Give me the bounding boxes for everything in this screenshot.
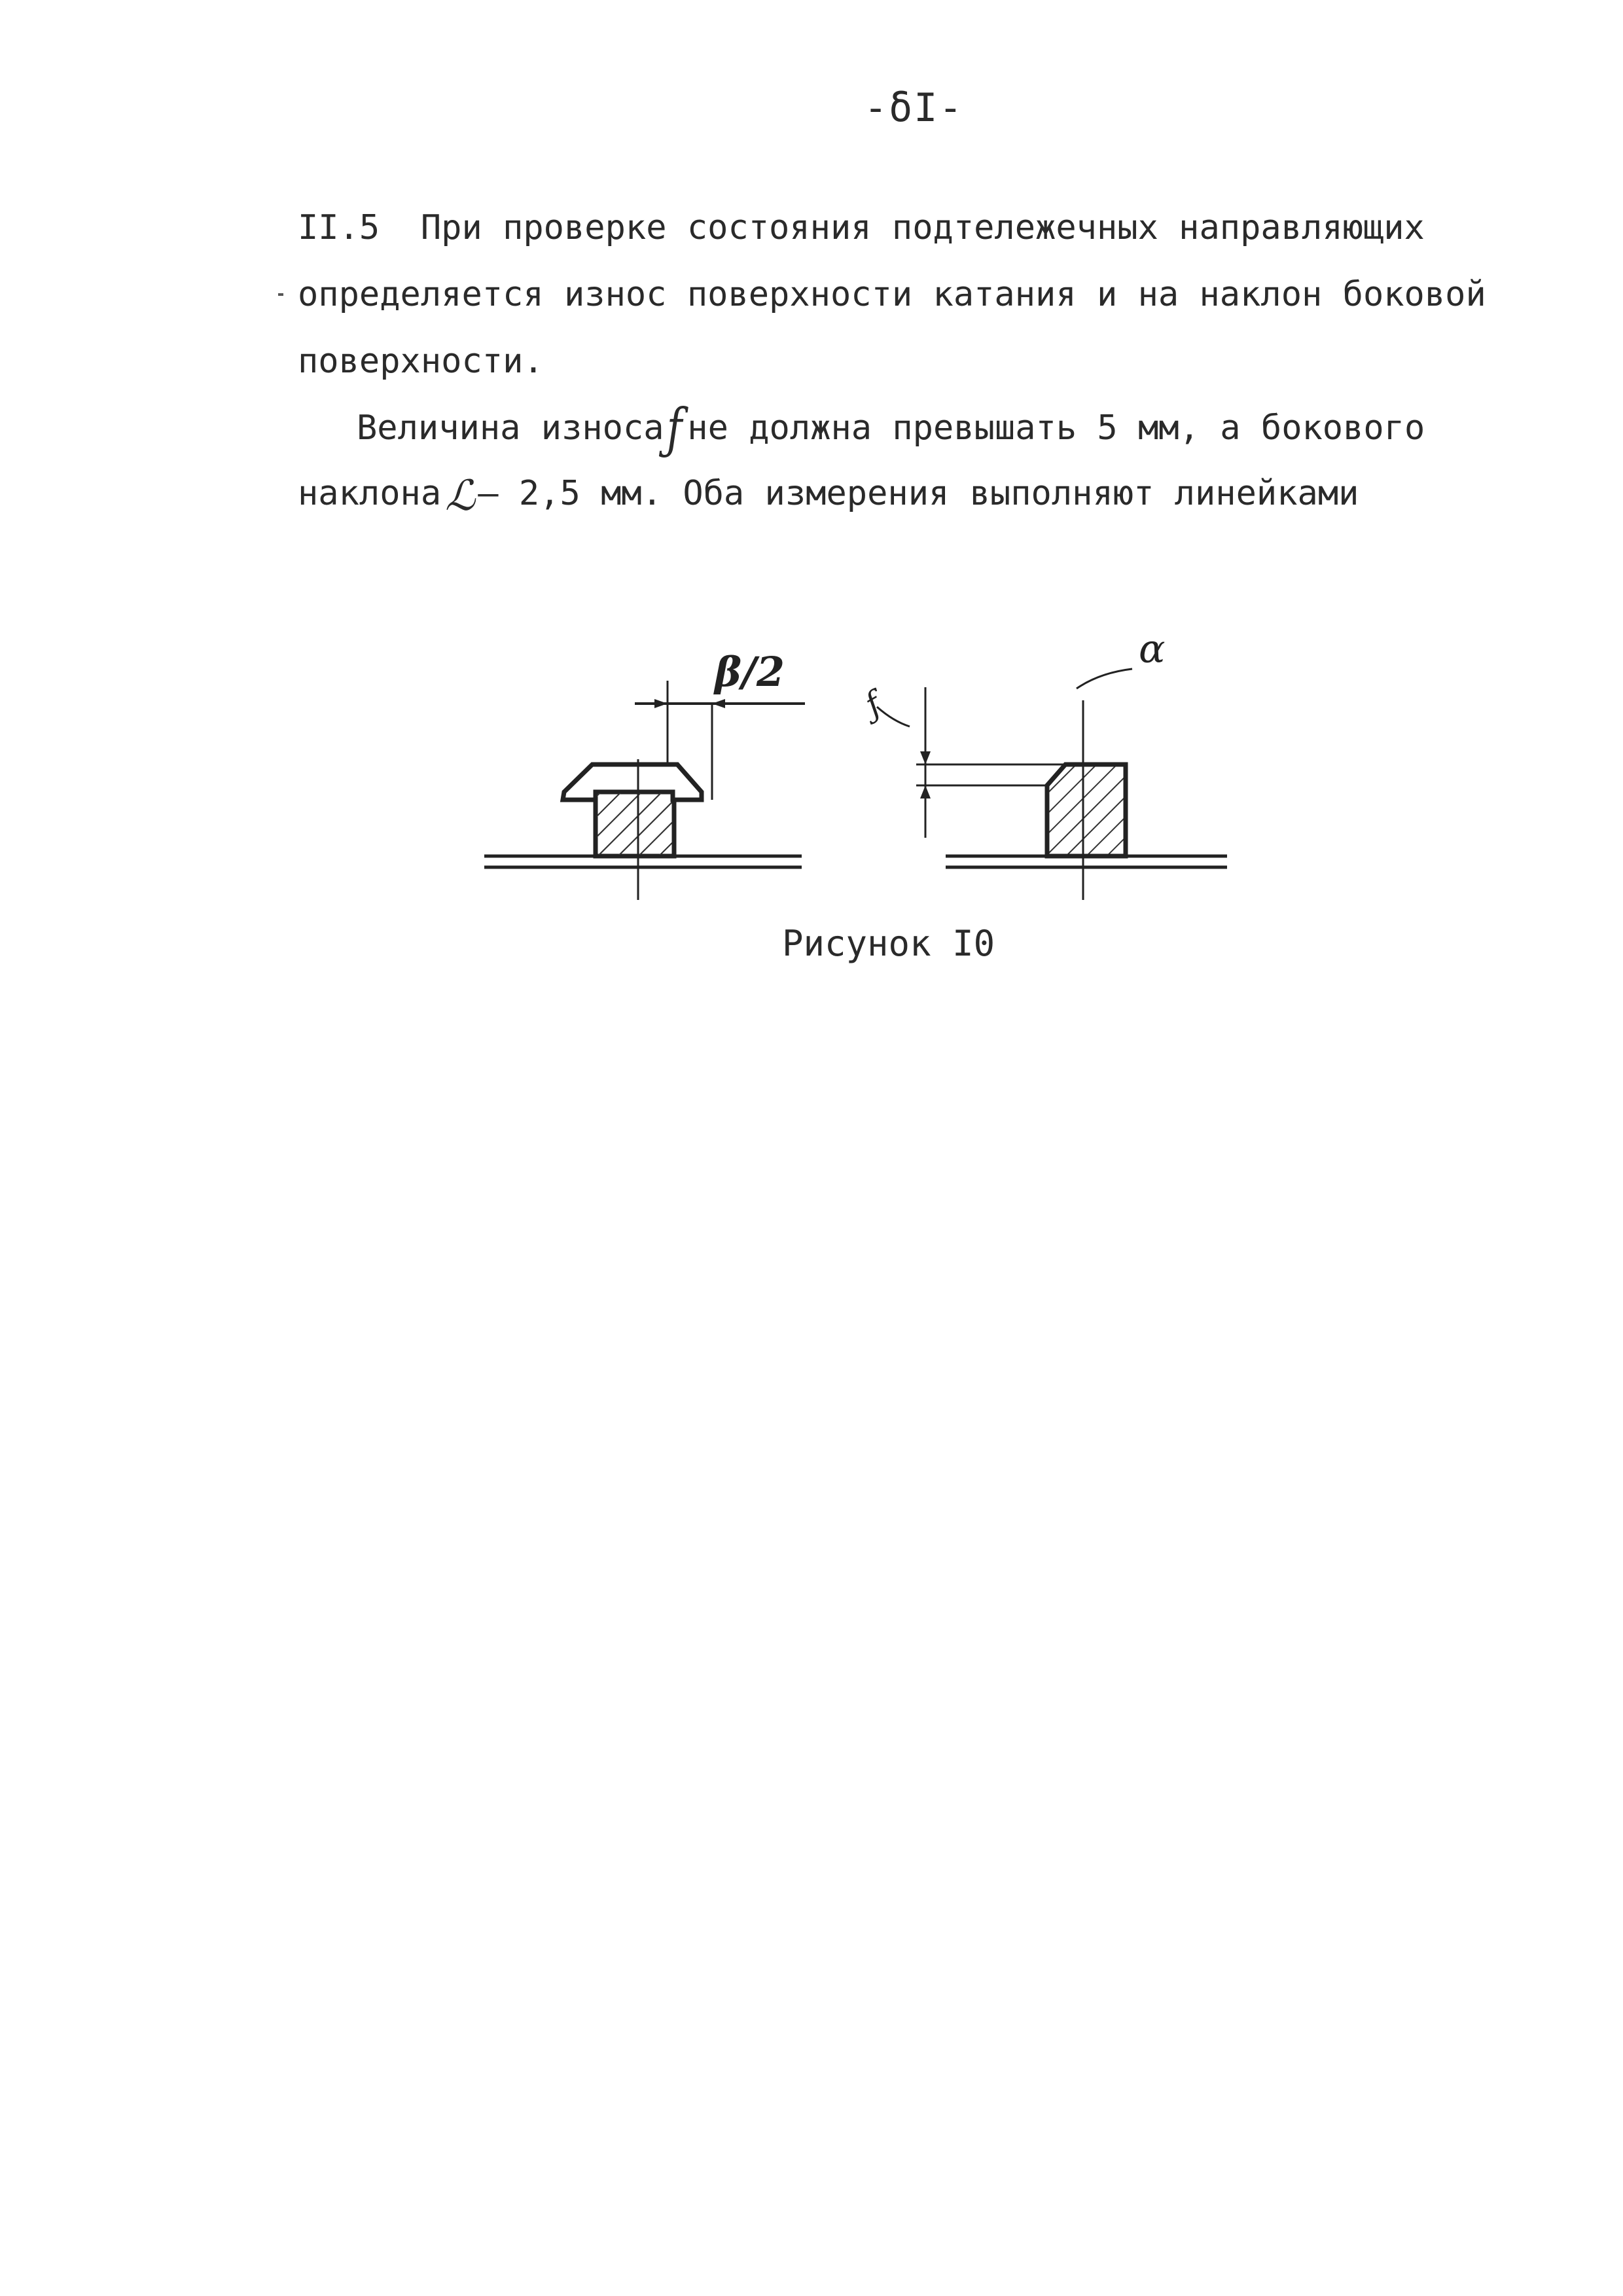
line4-start: Величина износа [357, 408, 664, 448]
paragraph-line-3: поверхности. [298, 342, 544, 381]
paragraph-line-2: определяется износ поверхности катания и на наклон боковой [298, 275, 1486, 314]
right-hatched-body [1047, 764, 1126, 856]
wear-symbol: ƒ [666, 397, 683, 461]
right-dim-arrow-top [920, 751, 931, 764]
margin-mark [278, 293, 283, 296]
right-dim-arrow-bottom [920, 785, 931, 798]
right-wear-label: ƒ [858, 685, 888, 724]
left-dim-label: β/2 [715, 648, 785, 696]
slope-symbol: ℒ [445, 472, 476, 520]
left-rail-section [484, 681, 805, 900]
figure-caption: Рисунок I0 [782, 923, 995, 964]
right-angle-label: α [1139, 628, 1166, 672]
left-dim-arrow-1 [654, 699, 668, 708]
line5-start: наклона [298, 474, 442, 513]
paragraph-line-1: II.5 При проверке состояния подтележечных направляющих [298, 208, 1425, 247]
line4-end: не должна превышать 5 мм, а бокового [687, 408, 1425, 448]
technical-drawing [458, 628, 1243, 910]
right-rail-section [877, 669, 1227, 900]
paragraph-line-5 [298, 471, 1359, 520]
line5-end: – 2,5 мм. Оба измерения выполняют линейками [478, 474, 1359, 513]
right-leader-line [1077, 669, 1132, 689]
left-dim-arrow-2 [712, 699, 725, 708]
paragraph-line-4 [357, 397, 1425, 461]
page-number: -δI- [864, 85, 964, 131]
